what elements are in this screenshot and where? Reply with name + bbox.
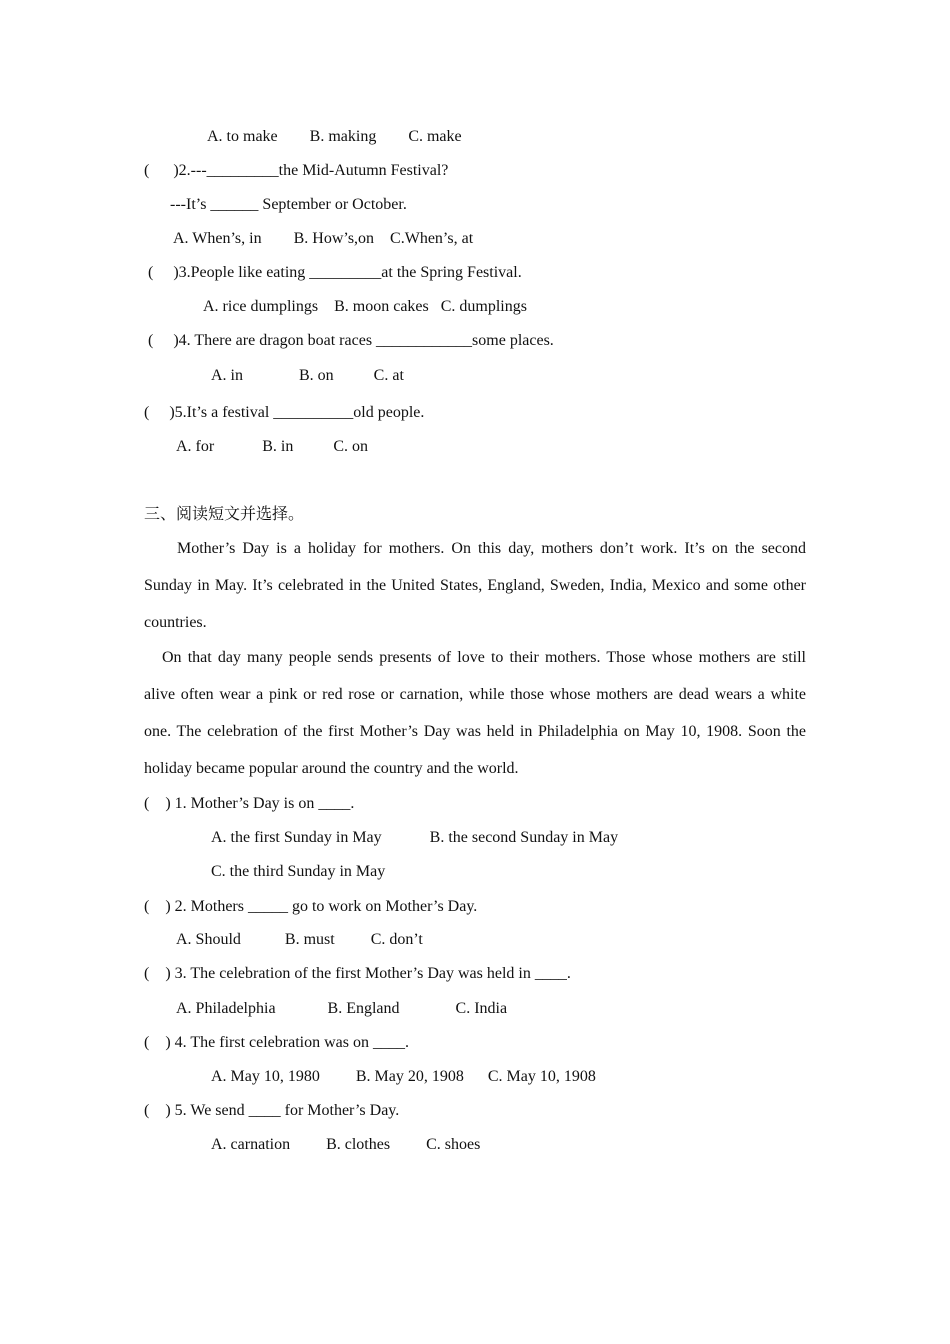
q3-stem: ( )3.People like eating _________at the Spring Festival. xyxy=(148,264,522,281)
reading-q4-options: A. May 10, 1980 B. May 20, 1908 C. May 10, 1908 xyxy=(211,1068,596,1085)
passage-paragraph-1: Mother’s Day is a holiday for mothers. On this day, mothers don’t work. It’s on the second Sunday in May. It’s celebrated in the United States, England, Sweden, India, Mexico and some other countries. xyxy=(144,540,806,631)
reading-q3-options: A. Philadelphia B. England C. India xyxy=(176,1000,508,1017)
q5-stem: ( )5.It’s a festival __________old people. xyxy=(144,404,425,421)
q5-options: A. for B. in C. on xyxy=(176,438,368,455)
reading-q5-stem: ( ) 5. We send ____ for Mother’s Day. xyxy=(144,1102,400,1119)
reading-q4-stem: ( ) 4. The first celebration was on ____. xyxy=(144,1034,409,1051)
q1-options: A. to make B. making C. make xyxy=(207,128,462,145)
q2-options: A. When’s, in B. How’s,on C.When’s, at xyxy=(173,230,474,247)
passage-paragraph-2: On that day many people sends presents of love to their mothers. Those whose mothers are still alive often wear a pink or red rose or carnation, while those whose mothers are dead wears a white one. The celebration of the first Mother’s Day was held in Philadelphia on May 10, 1908. Soon the holiday became popular around the country and the world. xyxy=(144,649,806,777)
reading-q1-options-line1: A. the first Sunday in May B. the second Sunday in May xyxy=(211,829,619,846)
reading-q1-stem: ( ) 1. Mother’s Day is on ____. xyxy=(144,795,355,812)
q3-options: A. rice dumplings B. moon cakes C. dumplings xyxy=(203,298,527,315)
q4-stem: ( )4. There are dragon boat races ____________some places. xyxy=(148,332,554,349)
q2-stem: ( )2.---_________the Mid-Autumn Festival? xyxy=(144,162,449,179)
reading-q2-stem: ( ) 2. Mothers _____ go to work on Mother’s Day. xyxy=(144,898,478,915)
q2-reply: ---It’s ______ September or October. xyxy=(170,196,407,213)
q4-options: A. in B. on C. at xyxy=(211,367,404,384)
reading-q5-options: A. carnation B. clothes C. shoes xyxy=(211,1136,481,1153)
section-heading: 三、阅读短文并选择。 xyxy=(144,506,305,523)
reading-q2-options: A. Should B. must C. don’t xyxy=(176,931,423,948)
reading-q1-options-line2: C. the third Sunday in May xyxy=(211,863,386,880)
reading-q3-stem: ( ) 3. The celebration of the first Mother’s Day was held in ____. xyxy=(144,965,571,982)
